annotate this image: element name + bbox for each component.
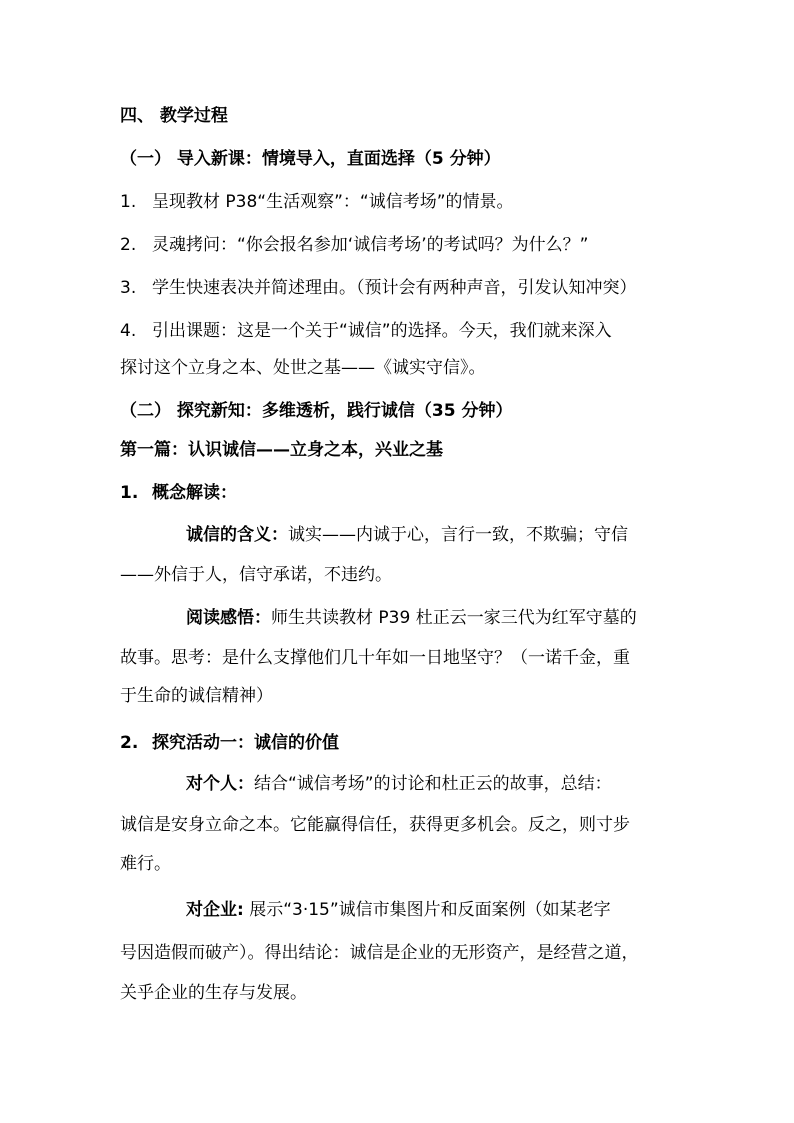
paragraph-meaning [186,523,680,547]
paragraph-label: 诚信的含义： [186,525,288,545]
subsection-title: 概念解读： [152,483,237,503]
list-item-continuation: 探讨这个立身之本、处世之基——《诚实守信》。 [120,358,486,378]
paragraph-text: 故事。思考：是什么支撑他们几十年如一日地坚守？（一诺千金，重 [120,648,630,668]
paragraph-label: 对企业: [186,900,244,920]
list-item-text: 灵魂拷问：“你会报名参加‘诚信考场’的考试吗？为什么？” [152,235,589,255]
list-item [120,276,680,300]
list-item-number: 1. [120,192,137,212]
subsection-heading [120,481,680,505]
list-item-text: 引出课题：这是一个关于“诚信”的选择。今天，我们就来深入 [152,321,612,341]
paragraph-reading [186,606,680,630]
paragraph-text: 诚实——内诚于心，言行一致，不欺骗；守信 [288,525,628,545]
list-item [120,319,680,343]
paragraph-label: 对个人： [186,774,254,794]
part2-heading: （二） 探究新知：多维透析，践行诚信（35 分钟） [120,401,513,421]
list-item-number: 3. [120,278,137,298]
list-item-text: 呈现教材 P38“生活观察”：“诚信考场”的情景。 [152,192,514,212]
list-item-text: 学生快速表决并简述理由。（预计会有两种声音，引发认知冲突） [152,278,637,298]
paragraph-text: 号因造假而破产）。得出结论：诚信是企业的无形资产，是经营之道， [120,943,639,963]
paragraph-personal [186,772,680,796]
paragraph-text: 师生共读教材 P39 杜正云一家三代为红军守墓的 [271,608,637,628]
list-item-number: 4. [120,321,137,341]
subsection-title: 探究活动一：诚信的价值 [152,733,339,753]
list-item [120,190,680,214]
paragraph-enterprise [186,898,680,922]
paragraph-text: 诚信是安身立命之本。它能赢得信任，获得更多机会。反之，则寸步 [120,815,630,835]
subsection-heading [120,731,680,755]
chapter-title: 第一篇：认识诚信——立身之本，兴业之基 [120,440,443,460]
section-title: 四、 教学过程 [120,106,228,126]
subsection-number: 2. [120,733,139,753]
paragraph-label: 阅读感悟： [186,608,271,628]
paragraph-text: 结合“诚信考场”的讨论和杜正云的故事，总结： [254,774,612,794]
subsection-number: 1. [120,483,139,503]
part1-heading: （一） 导入新课：情境导入，直面选择（5 分钟） [120,149,501,169]
paragraph-text: 于生命的诚信精神） [120,686,273,706]
paragraph-text: 关乎企业的生存与发展。 [120,983,307,1003]
list-item [120,233,680,257]
paragraph-text: ——外信于人，信守承诺，不违约。 [120,565,392,585]
list-item-number: 2. [120,235,137,255]
paragraph-text: 难行。 [120,854,171,874]
paragraph-text: 展示“3·15”诚信市集图片和反面案例（如某老字 [243,900,611,920]
